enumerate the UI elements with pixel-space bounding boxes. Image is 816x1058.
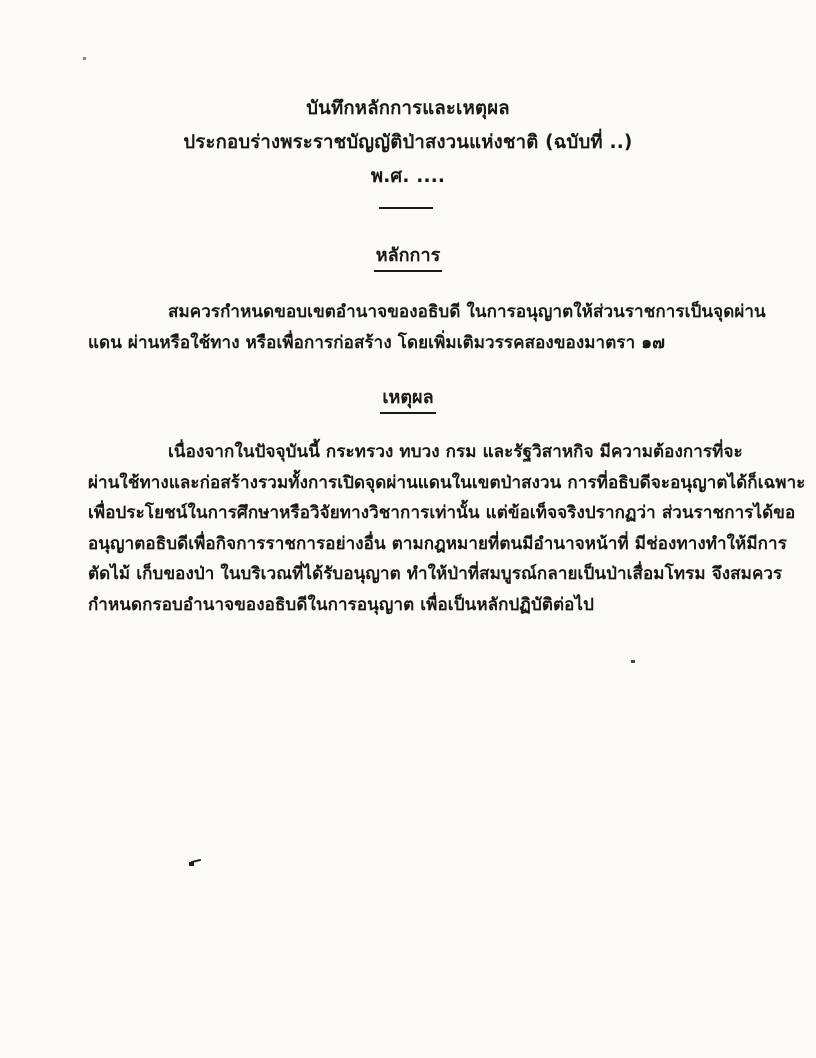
principle-paragraph bbox=[88, 297, 766, 358]
pen-mark-stroke bbox=[189, 862, 194, 866]
reason-heading-text: เหตุผล bbox=[380, 382, 435, 414]
document-title-line-2: ประกอบร่างพระราชบัญญัติป่าสงวนแห่งชาติ (ฉบับที่ ..) bbox=[183, 132, 633, 153]
reason-text-line-3: เพื่อประโยชน์ในการศึกษาหรือวิจัยทางวิชาการเท่านั้น แต่ข้อเท็จจริงปรากฏว่า ส่วนราชการได้ขอ bbox=[88, 503, 796, 523]
scan-speck bbox=[83, 57, 86, 60]
reason-text-line-6: กำหนดกรอบอำนาจของอธิบดีในการอนุญาต เพื่อเป็นหลักปฏิบัติต่อไป bbox=[88, 594, 594, 615]
document-title-line-1: บันทึกหลักการและเหตุผล bbox=[306, 98, 510, 119]
principle-heading bbox=[0, 240, 816, 272]
reason-text-line-1: เนื่องจากในปัจจุบันนี้ กระทรวง ทบวง กรม และรัฐวิสาหกิจ มีความต้องการที่จะ bbox=[168, 442, 743, 462]
principle-text-line-2: แดน ผ่านหรือใช้ทาง หรือเพื่อการก่อสร้าง โดยเพิ่มเติมวรรคสองของมาตรา ๑๗ bbox=[88, 332, 666, 353]
reason-text-line-5: ตัดไม้ เก็บของป่า ในบริเวณที่ได้รับอนุญาต ทำให้ป่าที่สมบูรณ์กลายเป็นป่าเสื่อมโทรม จึงสมควร bbox=[88, 564, 783, 584]
pen-mark bbox=[189, 858, 203, 867]
reason-text-line-2: ผ่านใช้ทางและก่อสร้างรวมทั้งการเปิดจุดผ่านแดนในเขตป่าสงวน การที่อธิบดีจะอนุญาตได้ก็เฉพาะ bbox=[88, 472, 806, 493]
reason-text-line-4: อนุญาตอธิบดีเพื่อกิจการราชการอย่างอื่น ตามกฎหมายที่ตนมีอำนาจหน้าที่ มีช่องทางทำให้มีการ bbox=[88, 533, 787, 554]
scan-speck bbox=[631, 660, 635, 663]
horizontal-divider bbox=[379, 207, 433, 209]
principle-text-line-1: สมควรกำหนดขอบเขตอำนาจของอธิบดี ในการอนุญาตให้ส่วนราชการเป็นจุดผ่าน bbox=[168, 302, 766, 322]
document-title-line-3: พ.ศ. .... bbox=[370, 166, 446, 187]
principle-heading-text: หลักการ bbox=[374, 240, 442, 272]
document-title-block bbox=[0, 92, 816, 194]
reason-paragraph bbox=[88, 437, 806, 620]
reason-heading bbox=[0, 382, 816, 414]
